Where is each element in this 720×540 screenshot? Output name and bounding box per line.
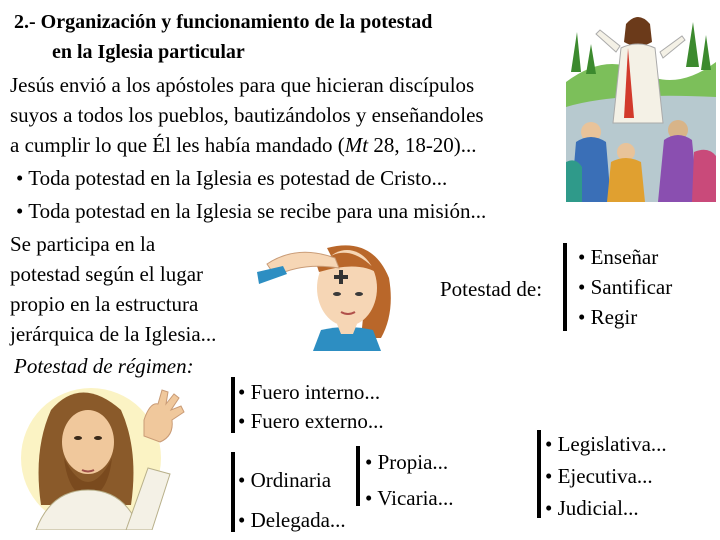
bracket-potestad-de <box>563 243 567 331</box>
potestad-de-label: Potestad de: <box>440 277 543 301</box>
ordinaria-vicaria: • Vicaria... <box>365 486 454 510</box>
jesus-sending-apostles-image <box>566 12 716 202</box>
regimen-heading: Potestad de régimen: <box>14 354 194 378</box>
bracket-poderes <box>537 430 541 518</box>
jesus-blessing-image <box>16 380 221 530</box>
scripture-reference: Mt <box>344 133 369 157</box>
participa-line-3: propio en la estructura <box>10 292 199 316</box>
bullet-potestad-cristo: • Toda potestad en la Iglesia es potestad de Cristo... <box>16 166 448 190</box>
potestad-santificar: • Santificar <box>578 275 673 299</box>
tipo-delegada: • Delegada... <box>238 508 346 532</box>
poder-legislativa: • Legislativa... <box>545 432 667 456</box>
slide-title-line-2: en la Iglesia particular <box>52 41 245 63</box>
bullet-potestad-mision: • Toda potestad en la Iglesia se recibe para una misión... <box>16 199 487 223</box>
fuero-interno: • Fuero interno... <box>238 380 381 404</box>
sign-of-cross-image <box>257 226 407 351</box>
bracket-ordinaria <box>356 446 360 506</box>
potestad-regir: • Regir <box>578 305 638 329</box>
intro-line-3: a cumplir lo que Él les había mandado (Mt 28, 18-20)... <box>10 133 477 157</box>
participa-line-1: Se participa en la <box>10 232 156 256</box>
fuero-externo: • Fuero externo... <box>238 409 384 433</box>
participa-line-4: jerárquica de la Iglesia... <box>10 322 217 346</box>
ordinaria-propia: • Propia... <box>365 450 449 474</box>
intro-line-1: Jesús envió a los apóstoles para que hicieran discípulos <box>10 73 475 97</box>
poder-judicial: • Judicial... <box>545 496 639 520</box>
bracket-fuero <box>231 377 235 433</box>
poder-ejecutiva: • Ejecutiva... <box>545 464 653 488</box>
participa-line-2: potestad según el lugar <box>10 262 204 286</box>
bracket-tipo <box>231 452 235 532</box>
potestad-ensenar: • Enseñar <box>578 245 659 269</box>
intro-line-2: suyos a todos los pueblos, bautizándolos y enseñandoles <box>10 103 484 127</box>
slide-title-line-1: 2.- Organización y funcionamiento de la potestad <box>14 11 433 33</box>
tipo-ordinaria: • Ordinaria <box>238 468 332 492</box>
